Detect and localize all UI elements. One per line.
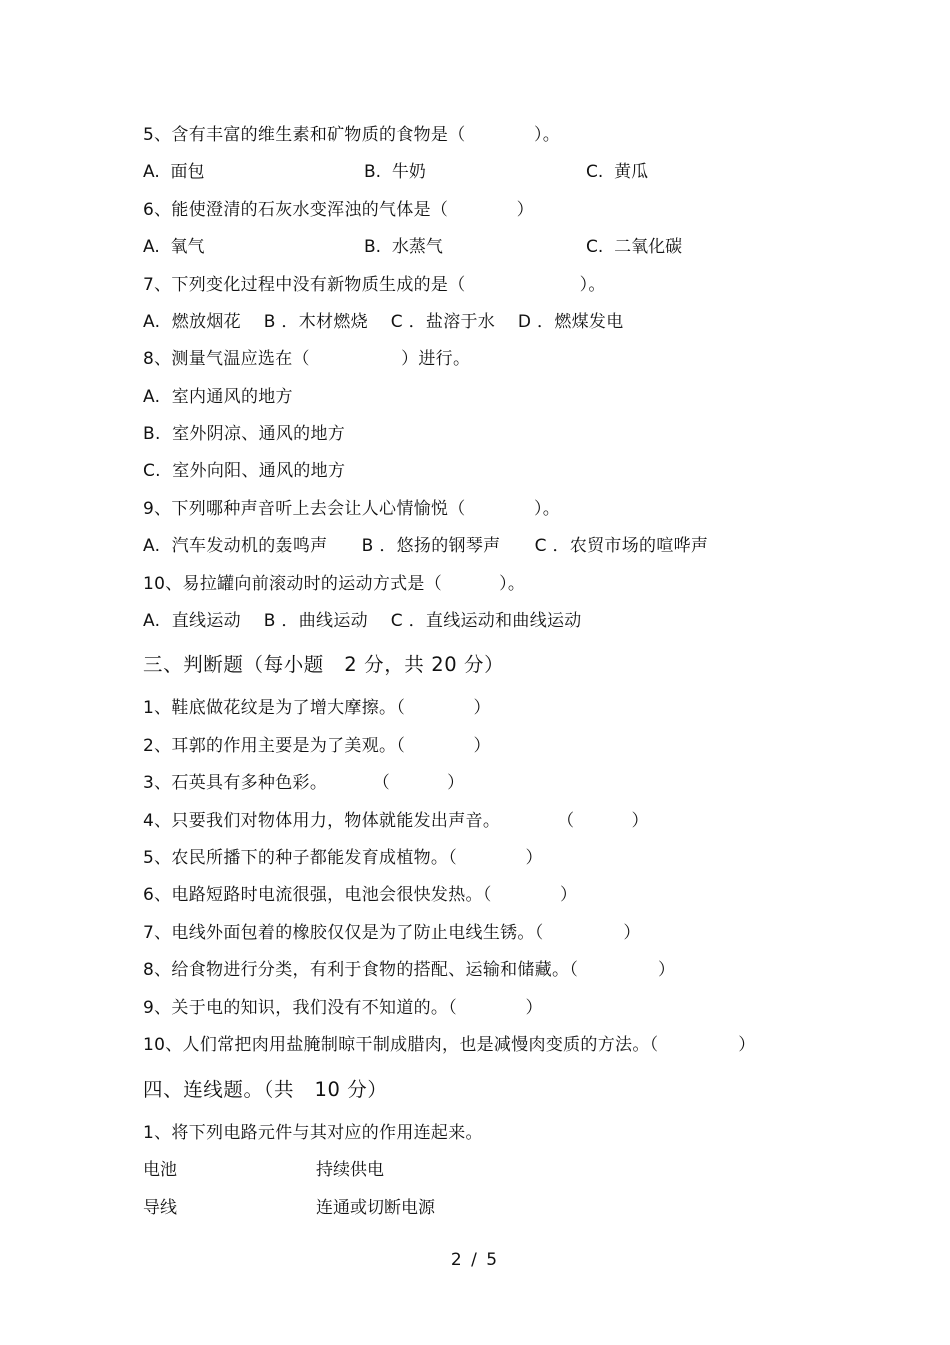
question-10-options: A. 直线运动 B ．曲线运动 C ．直线运动和曲线运动	[143, 611, 582, 631]
question-6-option-c: C. 二氧化碳	[586, 237, 683, 257]
question-6-option-b: B. 水蒸气	[364, 237, 443, 257]
section-3-heading: 三、判断题（每小题 2 分，共 20 分）	[143, 653, 505, 676]
question-7-stem: 7、下列变化过程中没有新物质生成的是（ ）。	[143, 275, 606, 295]
question-6-option-a: A. 氧气	[143, 237, 205, 257]
judgement-item-8: 8、给食物进行分类，有利于食物的搭配、运输和储藏。（ ）	[143, 960, 676, 980]
judgement-item-5: 5、农民所播下的种子都能发育成植物。（ ）	[143, 848, 543, 868]
judgement-item-4: 4、只要我们对物体用力，物体就能发出声音。 （ ）	[143, 811, 649, 831]
judgement-item-3: 3、石英具有多种色彩。 （ ）	[143, 773, 465, 793]
question-7-options: A. 燃放烟花 B ．木材燃烧 C ．盐溶于水 D ．燃煤发电	[143, 312, 624, 332]
judgement-item-2: 2、耳郭的作用主要是为了美观。（ ）	[143, 736, 491, 756]
question-5-stem: 5、含有丰富的维生素和矿物质的食物是（ ）。	[143, 125, 561, 145]
judgement-item-7: 7、电线外面包着的橡胶仅仅是为了防止电线生锈。（ ）	[143, 923, 641, 943]
question-5-option-b: B. 牛奶	[364, 162, 426, 182]
judgement-item-1: 1、鞋底做花纹是为了增大摩擦。（ ）	[143, 698, 491, 718]
question-9-options: A. 汽车发动机的轰鸣声 B ．悠扬的钢琴声 C ．农贸市场的喧哗声	[143, 536, 709, 556]
matching-right-2: 连通或切断电源	[316, 1198, 435, 1218]
question-8-option-c: C. 室外向阳、通风的地方	[143, 461, 346, 481]
question-8-stem: 8、测量气温应选在（ ）进行。	[143, 349, 471, 369]
page-number: 2 / 5	[450, 1250, 500, 1270]
matching-right-1: 持续供电	[316, 1160, 384, 1180]
judgement-item-6: 6、电路短路时电流很强，电池会很快发热。（ ）	[143, 885, 578, 905]
question-10-stem: 10、易拉罐向前滚动时的运动方式是（ ）。	[143, 574, 526, 594]
question-8-option-b: B. 室外阴凉、通风的地方	[143, 424, 346, 444]
question-5-option-c: C. 黄瓜	[586, 162, 649, 182]
question-8-option-a: A. 室内通风的地方	[143, 387, 293, 407]
judgement-item-9: 9、关于电的知识，我们没有不知道的。（ ）	[143, 998, 543, 1018]
matching-left-1: 电池	[143, 1160, 177, 1180]
matching-question-1: 1、将下列电路元件与其对应的作用连起来。	[143, 1123, 483, 1143]
question-9-stem: 9、下列哪种声音听上去会让人心情愉悦（ ）。	[143, 499, 561, 519]
judgement-item-10: 10、人们常把肉用盐腌制晾干制成腊肉，也是减慢肉变质的方法。（ ）	[143, 1035, 756, 1055]
section-4-heading: 四、连线题。（共 10 分）	[143, 1078, 388, 1101]
matching-left-2: 导线	[143, 1198, 177, 1218]
question-5-option-a: A. 面包	[143, 162, 205, 182]
question-6-stem: 6、能使澄清的石灰水变浑浊的气体是（ ）	[143, 200, 534, 220]
